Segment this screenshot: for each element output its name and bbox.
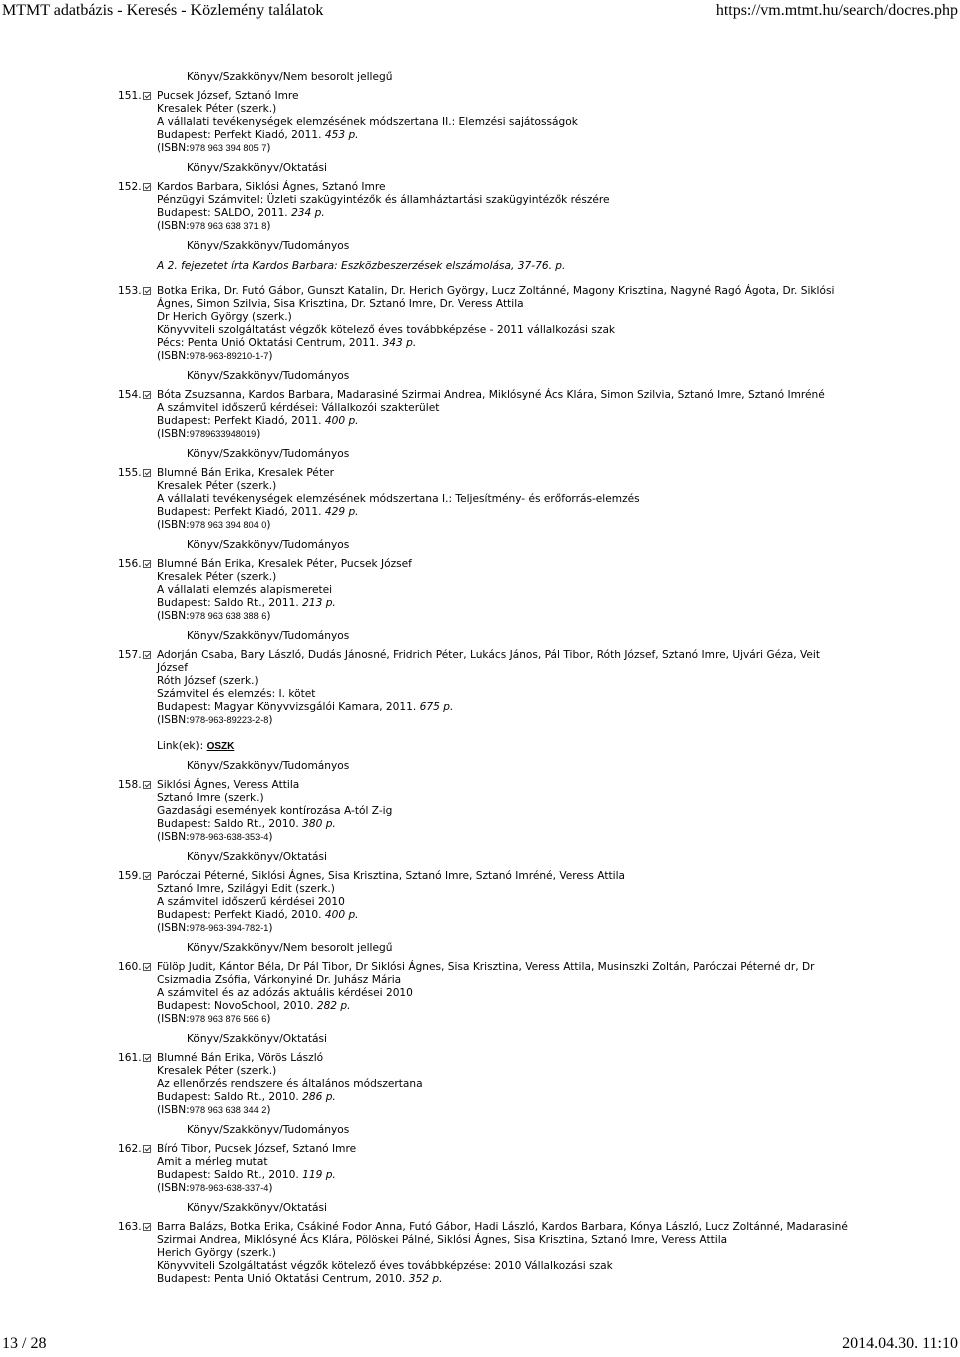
entry-note: A 2. fejezetet írta Kardos Barbara: Eszközbeszerzések elszámolása, 37-76. p. xyxy=(157,260,566,272)
entry-number: 163. xyxy=(118,1221,142,1233)
pages: 213 p. xyxy=(302,597,336,609)
isbn-number: 978 963 394 805 7 xyxy=(189,143,267,153)
category-label: Könyv/Szakkönyv/Tudományos xyxy=(187,630,350,642)
category-label: Könyv/Szakkönyv/Tudományos xyxy=(187,240,350,252)
entry-number: 158. xyxy=(118,779,142,791)
authors: Paróczai Péterné, Siklósi Ágnes, Sisa Krisztina, Sztanó Imre, Sztanó Imréné, Veress Attila xyxy=(157,870,626,882)
publication: Budapest: Saldo Rt., 2010. 119 p. xyxy=(157,1169,336,1181)
isbn: (ISBN:978-963-638-353-4) xyxy=(157,831,273,843)
editor: Kresalek Péter (szerk.) xyxy=(157,571,277,583)
category-label: Könyv/Szakkönyv/Nem besorolt jellegű xyxy=(187,942,393,954)
page-url: https://vm.mtmt.hu/search/docres.php xyxy=(715,2,958,19)
title: Az ellenőrzés rendszere és általános módszertana xyxy=(157,1078,423,1090)
select-checkbox[interactable] xyxy=(143,391,151,399)
category-label: Könyv/Szakkönyv/Oktatási xyxy=(187,162,327,174)
page-counter: 13 / 28 xyxy=(2,1335,47,1352)
isbn-number: 978-963-394-782-1 xyxy=(189,923,269,933)
pages: 400 p. xyxy=(324,415,359,427)
result-entry xyxy=(0,961,960,1026)
result-entry xyxy=(0,870,960,935)
result-entry xyxy=(0,285,960,363)
select-checkbox[interactable] xyxy=(143,872,151,880)
isbn: (ISBN:9789633948019) xyxy=(157,428,261,440)
authors: Kardos Barbara, Siklósi Ágnes, Sztanó Imre xyxy=(157,181,386,193)
pages: 453 p. xyxy=(324,129,359,141)
entry-number: 153. xyxy=(118,285,142,297)
isbn-number: 978 963 394 804 0 xyxy=(189,520,267,530)
editor: Kresalek Péter (szerk.) xyxy=(157,480,277,492)
entry-number: 155. xyxy=(118,467,142,479)
publication: Budapest: SALDO, 2011. 234 p. xyxy=(157,207,325,219)
isbn-number: 978-963-638-353-4 xyxy=(189,832,269,842)
isbn-number: 978 963 638 344 2 xyxy=(189,1105,267,1115)
authors: Blumné Bán Erika, Vörös László xyxy=(157,1052,324,1064)
result-entry xyxy=(0,1052,960,1117)
title: A számvitel időszerű kérdései: Vállalkozói szakterület xyxy=(157,402,440,414)
isbn-number: 978 963 638 388 6 xyxy=(189,611,267,621)
authors: Barra Balázs, Botka Erika, Csákiné Fodor Anna, Futó Gábor, Hadi László, Kardos Barbara, Kónya László, Lucz Zoltánné, Madarasiné xyxy=(157,1221,848,1233)
entry-number: 159. xyxy=(118,870,142,882)
editor: Dr Herich György (szerk.) xyxy=(157,311,292,323)
category-label: Könyv/Szakkönyv/Oktatási xyxy=(187,1202,327,1214)
publication: Budapest: NovoSchool, 2010. 282 p. xyxy=(157,1000,351,1012)
authors: Botka Erika, Dr. Futó Gábor, Gunszt Katalin, Dr. Herich György, Lucz Zoltánné, Magony Krisztina, Nagyné Ragó Ágota, Dr. Siklósi xyxy=(157,285,835,297)
links-label: Link(ek): xyxy=(157,740,204,752)
authors: Bíró Tibor, Pucsek József, Sztanó Imre xyxy=(157,1143,357,1155)
publication: Budapest: Saldo Rt., 2010. 380 p. xyxy=(157,818,336,830)
title: Könyvviteli Szolgáltatást végzők kötelező éves továbbképzése: 2010 Vállalkozási szak xyxy=(157,1260,613,1272)
isbn: (ISBN:978-963-89223-2-8) xyxy=(157,714,273,726)
entry-number: 157. xyxy=(118,649,142,661)
select-checkbox[interactable] xyxy=(143,92,151,100)
entry-number: 152. xyxy=(118,181,142,193)
isbn: (ISBN:978 963 638 344 2) xyxy=(157,1104,271,1116)
select-checkbox[interactable] xyxy=(143,963,151,971)
title: Számvitel és elemzés: I. kötet xyxy=(157,688,316,700)
isbn-number: 978 963 876 566 6 xyxy=(189,1014,267,1024)
isbn: (ISBN:978 963 638 371 8) xyxy=(157,220,271,232)
authors: Fülöp Judit, Kántor Béla, Dr Pál Tibor, Dr Siklósi Ágnes, Sisa Krisztina, Veress Attila, Musinszki Zoltán, Paróczai Péterné dr, Dr xyxy=(157,961,815,973)
authors: Siklósi Ágnes, Veress Attila xyxy=(157,779,300,791)
title: A számvitel időszerű kérdései 2010 xyxy=(157,896,345,908)
editor: Róth József (szerk.) xyxy=(157,675,259,687)
result-entry xyxy=(0,467,960,532)
pages: 675 p. xyxy=(419,701,454,713)
publication: Budapest: Perfekt Kiadó, 2011. 453 p. xyxy=(157,129,359,141)
result-entry xyxy=(0,558,960,623)
pages: 286 p. xyxy=(302,1091,336,1103)
category-label: Könyv/Szakkönyv/Oktatási xyxy=(187,1033,327,1045)
print-footer xyxy=(0,1333,960,1357)
editor: Sztanó Imre (szerk.) xyxy=(157,792,264,804)
entry-number: 151. xyxy=(118,90,142,102)
select-checkbox[interactable] xyxy=(143,469,151,477)
select-checkbox[interactable] xyxy=(143,651,151,659)
pages: 234 p. xyxy=(291,207,325,219)
isbn: (ISBN:978 963 394 805 7) xyxy=(157,142,271,154)
title: Amit a mérleg mutat xyxy=(157,1156,268,1168)
isbn: (ISBN:978 963 394 804 0) xyxy=(157,519,271,531)
publication: Budapest: Saldo Rt., 2011. 213 p. xyxy=(157,597,336,609)
print-datetime: 2014.04.30. 11:10 xyxy=(842,1335,958,1352)
title: Könyvviteli szolgáltatást végzők kötelező éves továbbképzése - 2011 vállalkozási szak xyxy=(157,324,616,336)
authors: Blumné Bán Erika, Kresalek Péter, Pucsek József xyxy=(157,558,412,570)
oszk-link[interactable]: OSZK xyxy=(206,741,235,752)
select-checkbox[interactable] xyxy=(143,1223,151,1231)
select-checkbox[interactable] xyxy=(143,1145,151,1153)
category-label: Könyv/Szakkönyv/Tudományos xyxy=(187,370,350,382)
entry-number: 154. xyxy=(118,389,142,401)
isbn: (ISBN:978-963-394-782-1) xyxy=(157,922,273,934)
editor: Kresalek Péter (szerk.) xyxy=(157,1065,277,1077)
authors: Blumné Bán Erika, Kresalek Péter xyxy=(157,467,334,479)
category-label: Könyv/Szakkönyv/Tudományos xyxy=(187,760,350,772)
title: A számvitel és az adózás aktuális kérdései 2010 xyxy=(157,987,413,999)
result-entry xyxy=(0,649,960,753)
print-header xyxy=(0,0,960,24)
authors-continued: József xyxy=(157,662,188,674)
isbn: (ISBN:978-963-89210-1-7) xyxy=(157,350,273,362)
publication: Budapest: Perfekt Kiadó, 2011. 400 p. xyxy=(157,415,359,427)
isbn-number: 978-963-89223-2-8 xyxy=(189,715,269,725)
category-label: Könyv/Szakkönyv/Nem besorolt jellegű xyxy=(187,71,393,83)
isbn: (ISBN:978-963-638-337-4) xyxy=(157,1182,273,1194)
editor: Sztanó Imre, Szilágyi Edit (szerk.) xyxy=(157,883,335,895)
select-checkbox[interactable] xyxy=(143,287,151,295)
select-checkbox[interactable] xyxy=(143,1054,151,1062)
pages: 429 p. xyxy=(324,506,359,518)
publication: Budapest: Saldo Rt., 2010. 286 p. xyxy=(157,1091,336,1103)
pages: 343 p. xyxy=(382,337,417,349)
publication: Budapest: Magyar Könyvvizsgálói Kamara, 2011. 675 p. xyxy=(157,701,454,713)
result-entry xyxy=(0,779,960,844)
authors-continued: Csizmadia Zsófia, Várkonyiné Dr. Juhász Mária xyxy=(157,974,402,986)
select-checkbox[interactable] xyxy=(143,183,151,191)
pages: 119 p. xyxy=(302,1169,336,1181)
authors: Pucsek József, Sztanó Imre xyxy=(157,90,299,102)
pages: 400 p. xyxy=(324,909,359,921)
category-label: Könyv/Szakkönyv/Tudományos xyxy=(187,1124,350,1136)
isbn: (ISBN:978 963 638 388 6) xyxy=(157,610,271,622)
title: A vállalati tevékenységek elemzésének módszertana I.: Teljesítmény- és erőforrás-elemzés xyxy=(157,493,640,505)
editor: Kresalek Péter (szerk.) xyxy=(157,103,277,115)
publication: Budapest: Perfekt Kiadó, 2010. 400 p. xyxy=(157,909,359,921)
entry-number: 156. xyxy=(118,558,142,570)
category-label: Könyv/Szakkönyv/Tudományos xyxy=(187,448,350,460)
isbn-number: 978 963 638 371 8 xyxy=(189,221,267,231)
select-checkbox[interactable] xyxy=(143,560,151,568)
page-title: MTMT adatbázis - Keresés - Közlemény találatok xyxy=(2,2,324,19)
pages: 282 p. xyxy=(316,1000,351,1012)
entry-number: 161. xyxy=(118,1052,142,1064)
category-label: Könyv/Szakkönyv/Tudományos xyxy=(187,539,350,551)
entry-number: 160. xyxy=(118,961,142,973)
authors: Adorján Csaba, Bary László, Dudás Jánosné, Fridrich Péter, Lukács János, Pál Tibor, Róth József, Sztanó Imre, Ujvári Géza, Veit xyxy=(157,649,821,661)
isbn: (ISBN:978 963 876 566 6) xyxy=(157,1013,271,1025)
results-list xyxy=(0,71,960,1286)
result-entry xyxy=(0,389,960,441)
isbn-number: 9789633948019 xyxy=(189,429,257,439)
pages: 352 p. xyxy=(408,1273,443,1285)
entry-number: 162. xyxy=(118,1143,142,1155)
result-entry xyxy=(0,181,960,233)
title: A vállalati elemzés alapismeretei xyxy=(157,584,333,596)
result-entry xyxy=(0,90,960,155)
links xyxy=(157,740,842,753)
result-entry xyxy=(0,1143,960,1195)
authors-continued: Ágnes, Simon Szilvia, Sisa Krisztina, Dr. Sztanó Imre, Dr. Veress Attila xyxy=(157,298,524,310)
authors-continued: Szirmai Andrea, Miklósyné Ács Klára, Pölöskei Pálné, Siklósi Ágnes, Sisa Krisztina, Sztanó Imre, Veress Attila xyxy=(157,1234,728,1246)
result-entry xyxy=(0,1221,960,1286)
title: Gazdasági események kontírozása A-tól Z-ig xyxy=(157,805,393,817)
select-checkbox[interactable] xyxy=(143,781,151,789)
publication: Budapest: Perfekt Kiadó, 2011. 429 p. xyxy=(157,506,359,518)
pages: 380 p. xyxy=(302,818,336,830)
title: Pénzügyi Számvitel: Üzleti szakügyintézők és államháztartási szakügyintézők részére xyxy=(157,194,610,206)
authors: Bóta Zsuzsanna, Kardos Barbara, Madarasiné Szirmai Andrea, Miklósyné Ács Klára, Simon Szilvia, Sztanó Imre, Sztanó Imréné xyxy=(157,389,825,401)
category-label: Könyv/Szakkönyv/Oktatási xyxy=(187,851,327,863)
publication: Pécs: Penta Unió Oktatási Centrum, 2011. 343 p. xyxy=(157,337,417,349)
publication: Budapest: Penta Unió Oktatási Centrum, 2010. 352 p. xyxy=(157,1273,443,1285)
editor: Herich György (szerk.) xyxy=(157,1247,276,1259)
title: A vállalati tevékenységek elemzésének módszertana II.: Elemzési sajátosságok xyxy=(157,116,578,128)
isbn-number: 978-963-638-337-4 xyxy=(189,1183,269,1193)
isbn-number: 978-963-89210-1-7 xyxy=(189,351,269,361)
